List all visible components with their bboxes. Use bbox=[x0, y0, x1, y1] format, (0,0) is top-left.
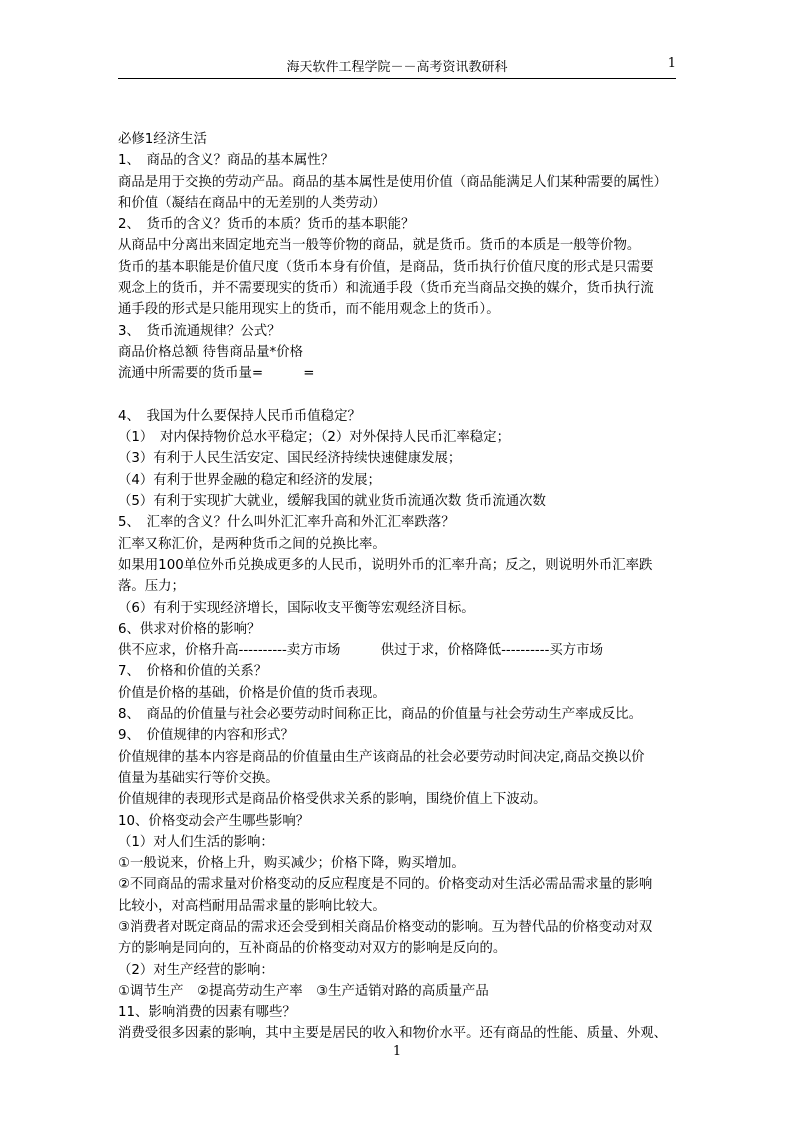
text-line: （6）有利于实现经济增长，国际收支平衡等宏观经济目标。 bbox=[118, 600, 475, 616]
text-line: 商品是用于交换的劳动产品。商品的基本属性是使用价值（商品能满足人们某种需要的属性） bbox=[118, 174, 668, 190]
text-line: 流通中所需要的货币量= = bbox=[118, 366, 315, 382]
text-line: 从商品中分离出来固定地充当一般等价物的商品，就是货币。货币的本质是一般等价物。 bbox=[118, 238, 641, 254]
text-line: 7、 价格和价值的关系？ bbox=[118, 664, 268, 680]
text-line: 和价值（凝结在商品中的无差别的人类劳动） bbox=[118, 195, 386, 211]
header-title: 海天软件工程学院－－高考资讯教研科 bbox=[286, 60, 508, 75]
page-header bbox=[118, 54, 676, 74]
text-line: 10、价格变动会产生哪些影响？ bbox=[118, 813, 310, 829]
footer-page-number: 1 bbox=[392, 1044, 402, 1059]
text-line: 9、 价值规律的内容和形式？ bbox=[118, 728, 294, 744]
document-body bbox=[118, 129, 684, 1045]
text-line: ②不同商品的需求量对价格变动的反应程度是不同的。价格变动对生活必需品需求量的影响 bbox=[118, 877, 653, 893]
text-line: 价值是价格的基础，价格是价值的货币表现。 bbox=[118, 685, 386, 701]
text-line: 商品价格总额 待售商品量*价格 bbox=[118, 344, 304, 360]
text-line: 8、 商品的价值量与社会必要劳动时间称正比，商品的价值量与社会劳动生产率成反比。 bbox=[118, 707, 643, 723]
text-line: 6、供求对价格的影响？ bbox=[118, 621, 261, 637]
text-line: （1） 对内保持物价总水平稳定；（2）对外保持人民币汇率稳定； bbox=[118, 430, 510, 446]
text-line: （3）有利于人民生活安定、国民经济持续快速健康发展； bbox=[118, 451, 462, 467]
text-line: 11、影响消费的因素有哪些？ bbox=[118, 1005, 296, 1021]
text-line: 值量为基础实行等价交换。 bbox=[118, 770, 279, 786]
text-line bbox=[118, 385, 684, 406]
text-line: （1）对人们生活的影响： bbox=[118, 834, 274, 850]
text-line: 观念上的货币，并不需要现实的货币）和流通手段（货币充当商品交换的媒介，货币执行流 bbox=[118, 281, 654, 297]
text-line: 货币的基本职能是价值尺度（货币本身有价值，是商品，货币执行价值尺度的形式是只需要 bbox=[118, 259, 654, 275]
text-line: （4）有利于世界金融的稳定和经济的发展； bbox=[118, 472, 381, 488]
text-line: 通手段的形式是只能用现实上的货币，而不能用观念上的货币）。 bbox=[118, 302, 500, 318]
text-line: 方的影响是同向的，互补商品的价格变动对双方的影响是反向的。 bbox=[118, 941, 507, 957]
text-line: ③消费者对既定商品的需求还会受到相关商品价格变动的影响。互为替代品的价格变动对双 bbox=[118, 919, 653, 935]
text-line: ①调节生产 ②提高劳动生产率 ③生产适销对路的高质量产品 bbox=[118, 983, 489, 999]
text-line: 5、 汇率的含义？什么叫外汇汇率升高和外汇汇率跌落？ bbox=[118, 515, 455, 531]
text-line: 如果用100单位外币兑换成更多的人民币，说明外币的汇率升高；反之，则说明外币汇率跌 bbox=[118, 557, 653, 573]
text-line: 价值规律的表现形式是商品价格受供求关系的影响，围绕价值上下波动。 bbox=[118, 792, 547, 808]
text-line: 价值规律的基本内容是商品的价值量由生产该商品的社会必要劳动时间决定,商品交换以价 bbox=[118, 749, 645, 765]
text-line: 3、 货币流通规律？公式？ bbox=[118, 323, 281, 339]
text-line: 必修1经济生活 bbox=[118, 132, 207, 147]
text-line: 汇率又称汇价，是两种货币之间的兑换比率。 bbox=[118, 536, 386, 552]
header-divider bbox=[118, 78, 676, 79]
text-line: 4、 我国为什么要保持人民币币值稳定？ bbox=[118, 408, 361, 424]
text-line: （2）对生产经营的影响： bbox=[118, 962, 274, 978]
text-line: 比较小，对高档耐用品需求量的影响比较大。 bbox=[118, 898, 386, 914]
text-line: ①一般说来，价格上升，购买减少；价格下降，购买增加。 bbox=[118, 856, 465, 872]
text-line: 落。压力； bbox=[118, 579, 185, 595]
text-line: 消费受很多因素的影响，其中主要是居民的收入和物价水平。还有商品的性能、质量、外观、 bbox=[118, 1026, 668, 1042]
header-page-number: 1 bbox=[667, 56, 676, 71]
text-line: 2、 货币的含义？货币的本质？货币的基本职能？ bbox=[118, 217, 415, 233]
text-line: 供不应求，价格升高----------卖方市场 供过于求，价格降低----------买方市场 bbox=[118, 643, 603, 659]
text-line: （5）有利于实现扩大就业，缓解我国的就业货币流通次数 货币流通次数 bbox=[118, 494, 546, 510]
text-line: 1、 商品的含义？商品的基本属性？ bbox=[118, 153, 335, 169]
